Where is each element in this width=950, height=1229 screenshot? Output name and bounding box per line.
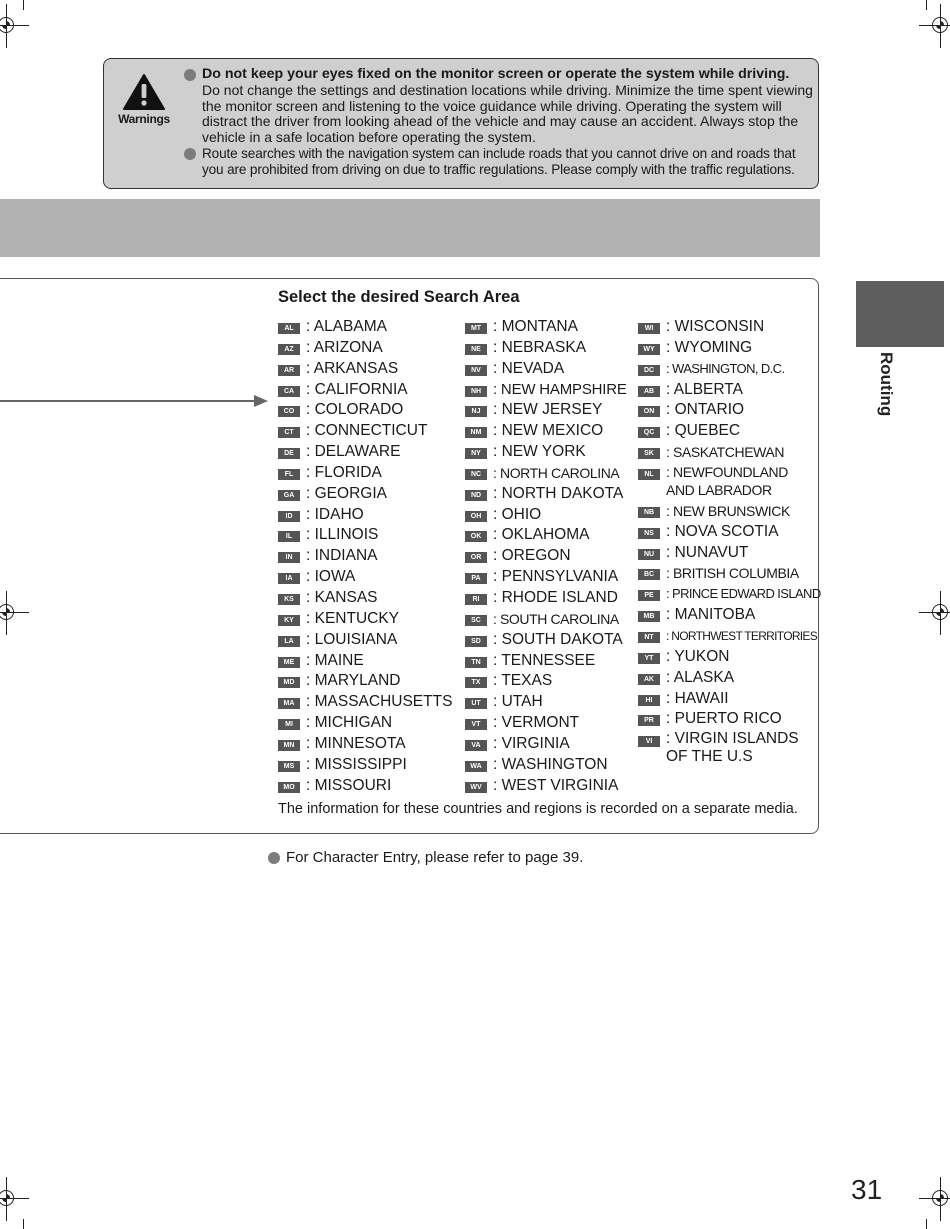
region-name: : MAINE [306,651,364,669]
region-code-badge: NJ [465,406,487,417]
trim-mark [926,1219,927,1229]
region-code-badge: NC [465,469,487,480]
region-name: : VERMONT [493,714,580,732]
region-name: : MINNESOTA [306,734,406,752]
region-name: : TENNESSEE [493,651,596,669]
region-name: : NORTH CAROLINA [493,464,620,481]
region-code-badge: PE [638,590,660,601]
registration-mark-top-right [929,14,950,38]
region-code-badge: FL [278,469,300,480]
pointer-arrow-line [0,400,256,402]
warnings-label: Warnings [118,112,170,126]
separate-media-note: The information for these countries and regions is recorded on a separate media. [278,801,798,817]
region-name: : OKLAHOMA [493,526,590,544]
region-code-badge: VI [638,736,660,747]
region-name: : INDIANA [306,547,378,565]
region-code-badge: NL [638,469,660,480]
region-name: : DELAWARE [306,443,401,461]
region-code-badge: AK [638,674,660,685]
region-code-badge: TN [465,657,487,668]
region-code-badge: RI [465,594,487,605]
region-name: : UTAH [493,693,543,711]
warning-heading: Do not keep your eyes fixed on the monitor screen or operate the system while driving. [202,66,790,82]
region-code-badge: NY [465,448,487,459]
region-code-badge: AB [638,386,660,397]
region-code-badge: NU [638,549,660,560]
registration-mark-top-left [0,14,19,38]
region-code-badge: PA [465,573,487,584]
region-code-badge: OH [465,511,487,522]
region-name: : OHIO [493,505,542,523]
region-name: : WASHINGTON [493,755,608,773]
region-code-badge: NB [638,507,660,518]
region-code-badge: QC [638,427,660,438]
trim-mark [23,1219,24,1229]
region-code-badge: WI [638,323,660,334]
region-code-badge: MS [278,761,300,772]
character-entry-text: For Character Entry, please refer to page 39. [286,849,584,866]
region-code-badge: NT [638,632,660,643]
region-code-badge: MB [638,611,660,622]
region-name: : ALASKA [666,668,735,686]
region-name: : NEWFOUNDLAND AND LABRADOR [666,463,788,498]
region-code-badge: ND [465,490,487,501]
region-name: : FLORIDA [306,463,382,481]
region-code-badge: AR [278,365,300,376]
region-name: : RHODE ISLAND [493,588,618,606]
bullet-icon [268,852,280,864]
region-name: : NOVA SCOTIA [666,522,779,540]
bullet-icon [184,148,196,160]
registration-mark-bottom-right [929,1187,950,1211]
region-name: : VIRGIN ISLANDS OF THE U.S [666,730,799,766]
region-code-badge: HI [638,695,660,706]
region-name: : YUKON [666,647,730,665]
region-code-badge: MI [278,719,300,730]
region-code-badge: AZ [278,344,300,355]
region-name: : QUEBEC [666,422,741,440]
region-name: : IOWA [306,568,356,586]
region-code-badge: OR [465,552,487,563]
region-code-badge: NH [465,386,487,397]
warning-text: Do not change the settings and destination locations while driving. Minimize the time spent viewing the monitor screen and listening to the voice guidance while driving. Operating the system will distract the driver from looking ahead of the vehicle and may cause an accident. Always stop the vehicle in a safe location before operating the system. [202,81,813,146]
arrow-right-icon [254,395,268,407]
region-code-badge: ON [638,406,660,417]
region-code-badge: GA [278,490,300,501]
region-name: : NUNAVUT [666,543,749,561]
region-name: : PUERTO RICO [666,710,782,728]
region-name: : TEXAS [493,672,553,690]
warning-item [184,67,814,146]
region-code-badge: TX [465,677,487,688]
bullet-icon [184,69,196,81]
region-name: : SASKATCHEWAN [666,444,785,461]
character-entry-note [268,849,583,866]
registration-mark-mid-right [929,601,950,625]
page-number: 31 [851,1174,883,1205]
region-name: : LOUISIANA [306,630,398,648]
region-name: : COLORADO [306,401,404,419]
region-code-badge: CA [278,386,300,397]
warning-triangle-icon [122,73,166,111]
region-name: : ARIZONA [306,338,383,356]
region-code-badge: NS [638,528,660,539]
region-name: : VIRGINIA [493,734,570,752]
trim-mark [23,0,24,10]
region-code-badge: NV [465,365,487,376]
region-code-badge: DC [638,365,660,376]
side-tab-block [856,281,944,347]
region-code-badge: WY [638,344,660,355]
region-code-badge: DE [278,448,300,459]
region-name: : ARKANSAS [306,359,399,377]
region-name: : NEW MEXICO [493,422,604,440]
region-code-badge: UT [465,698,487,709]
region-code-badge: NM [465,427,487,438]
warning-item [184,146,814,178]
region-code-badge: VA [465,740,487,751]
region-code-badge: WV [465,782,487,793]
region-code-badge: OK [465,531,487,542]
region-name: : CALIFORNIA [306,380,408,398]
region-name: : ILLINOIS [306,526,379,544]
region-name: : WYOMING [666,338,753,356]
region-code-badge: CT [278,427,300,438]
region-name: : GEORGIA [306,484,387,502]
section-header-band [0,199,820,257]
region-name: : NEW HAMPSHIRE [493,380,627,398]
region-code-badge: AL [278,323,300,334]
region-name: : WISCONSIN [666,318,765,335]
region-code-badge: MN [278,740,300,751]
region-name: : MASSACHUSETTS [306,693,453,711]
region-code-badge: MA [278,698,300,709]
region-code-badge: WA [465,761,487,772]
region-name: : WASHINGTON, D.C. [666,360,785,376]
search-area-title: Select the desired Search Area [278,288,520,306]
region-name: : KANSAS [306,588,378,606]
warnings-badge [114,73,174,126]
region-name: : SOUTH CAROLINA [493,610,619,627]
region-name: : ALABAMA [306,318,387,335]
warning-text: Route searches with the navigation system can include roads that you cannot drive on and roads that you are prohibited from driving on due to traffic regulations. Please comply with the traffic regulations. [202,145,796,177]
region-name: : CONNECTICUT [306,422,428,440]
region-name: : MANITOBA [666,606,756,624]
region-name: : BRITISH COLUMBIA [666,565,799,582]
region-name: : MONTANA [493,318,578,335]
region-name: : SOUTH DAKOTA [493,630,623,648]
side-tab-label: Routing [877,352,896,417]
region-code-badge: MT [465,323,487,334]
region-name: : MICHIGAN [306,714,393,732]
region-name: : HAWAII [666,689,729,707]
region-name: : MARYLAND [306,672,401,690]
region-code-badge: BC [638,569,660,580]
trim-mark [926,0,927,10]
region-code-badge: IL [278,531,300,542]
region-name: : KENTUCKY [306,609,400,627]
region-code-badge: IA [278,573,300,584]
region-code-badge: LA [278,636,300,647]
region-code-badge: VT [465,719,487,730]
region-code-badge: MO [278,782,300,793]
region-name: : ONTARIO [666,401,745,419]
registration-mark-bottom-left [0,1187,19,1211]
region-name: : IDAHO [306,505,364,523]
region-name: : MISSISSIPPI [306,755,407,773]
warnings-box [103,58,819,189]
region-name: : NORTH DAKOTA [493,484,624,502]
region-code-badge: ME [278,657,300,668]
region-name: : NEW YORK [493,443,586,461]
region-code-badge: PR [638,715,660,726]
region-name: : PENNSYLVANIA [493,568,619,586]
region-code-badge: SK [638,448,660,459]
region-code-badge: MD [278,677,300,688]
region-name: : OREGON [493,547,571,565]
region-name: : ALBERTA [666,380,743,398]
region-name: : NEBRASKA [493,338,587,356]
region-code-badge: KY [278,615,300,626]
region-name: : MISSOURI [306,776,392,794]
region-name: : NEW JERSEY [493,401,603,419]
region-code-badge: NE [465,344,487,355]
region-code-badge: KS [278,594,300,605]
region-name: : NORTHWEST TERRITORIES [666,628,818,643]
region-name: : WEST VIRGINIA [493,776,619,794]
region-code-badge: SD [465,636,487,647]
region-code-badge: SC [465,615,487,626]
region-code-badge: IN [278,552,300,563]
region-name: : NEVADA [493,359,565,377]
region-code-badge: CO [278,406,300,417]
region-code-badge: YT [638,653,660,664]
region-name: : NEW BRUNSWICK [666,502,790,519]
region-code-badge: ID [278,511,300,522]
region-name: : PRINCE EDWARD ISLAND [666,586,821,602]
